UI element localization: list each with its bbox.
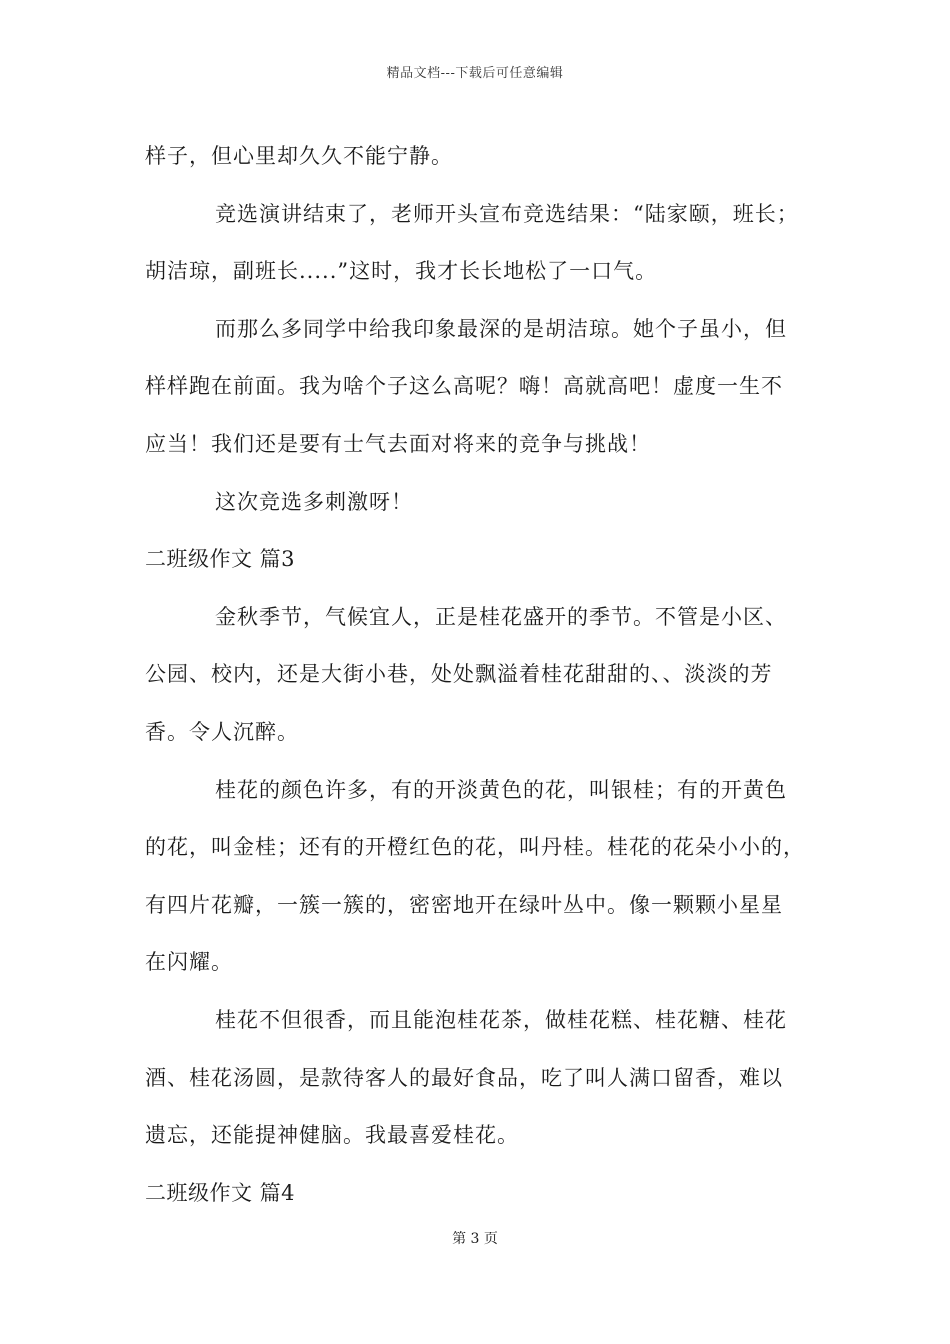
paragraph-start-line: 桂花不但很香，而且能泡桂花茶，做桂花糕、桂花糖、桂花 xyxy=(215,1007,787,1032)
paragraph-start-line: 金秋季节，气候宜人，正是桂花盛开的季节。不管是小区、 xyxy=(215,604,787,629)
text-line: 公园、校内，还是大街小巷，处处飘溢着桂花甜甜的、、淡淡的芳 xyxy=(145,662,773,687)
text-line: 酒、桂花汤圆，是款待客人的最好食品，吃了叫人满口留香，难以 xyxy=(145,1065,783,1090)
page-header: 精品文档---下载后可任意编辑 xyxy=(386,66,564,81)
section-heading: 二班级作文 篇4 xyxy=(145,1180,296,1205)
paragraph-start-line: 这次竞选多刺激呀！ xyxy=(215,489,413,514)
text-line: 胡洁琼，副班长.....”这时，我才长长地松了一口气。 xyxy=(145,259,658,284)
text-line: 香。令人沉醉。 xyxy=(145,719,299,744)
text-line: 的花，叫金桂；还有的开橙红色的花，叫丹桂。桂花的花朵小小的， xyxy=(145,835,805,860)
paragraph-start-line: 而那么多同学中给我印象最深的是胡洁琼。她个子虽小，但 xyxy=(215,316,787,341)
text-line: 样子，但心里却久久不能宁静。 xyxy=(145,144,453,168)
document-body xyxy=(145,128,810,1222)
text-line: 应当！我们还是要有士气去面对将来的竞争与挑战！ xyxy=(145,431,651,456)
text-line: 样样跑在前面。我为啥个子这么高呢？嗨！高就高吧！虚度一生不 xyxy=(145,374,783,399)
text-line: 在闪耀。 xyxy=(145,950,233,975)
paragraph-start-line: 竞选演讲结束了，老师开头宣布竞选结果：“陆家颐，班长； xyxy=(215,201,799,226)
text-line: 遗忘，还能提神健脑。我最喜爱桂花。 xyxy=(145,1123,519,1148)
page-number: 第 3 页 xyxy=(452,1231,498,1247)
text-line: 有四片花瓣，一簇一簇的，密密地开在绿叶丛中。像一颗颗小星星 xyxy=(145,892,783,917)
paragraph-start-line: 桂花的颜色许多，有的开淡黄色的花，叫银桂；有的开黄色 xyxy=(215,777,787,802)
section-heading: 二班级作文 篇3 xyxy=(145,547,296,572)
